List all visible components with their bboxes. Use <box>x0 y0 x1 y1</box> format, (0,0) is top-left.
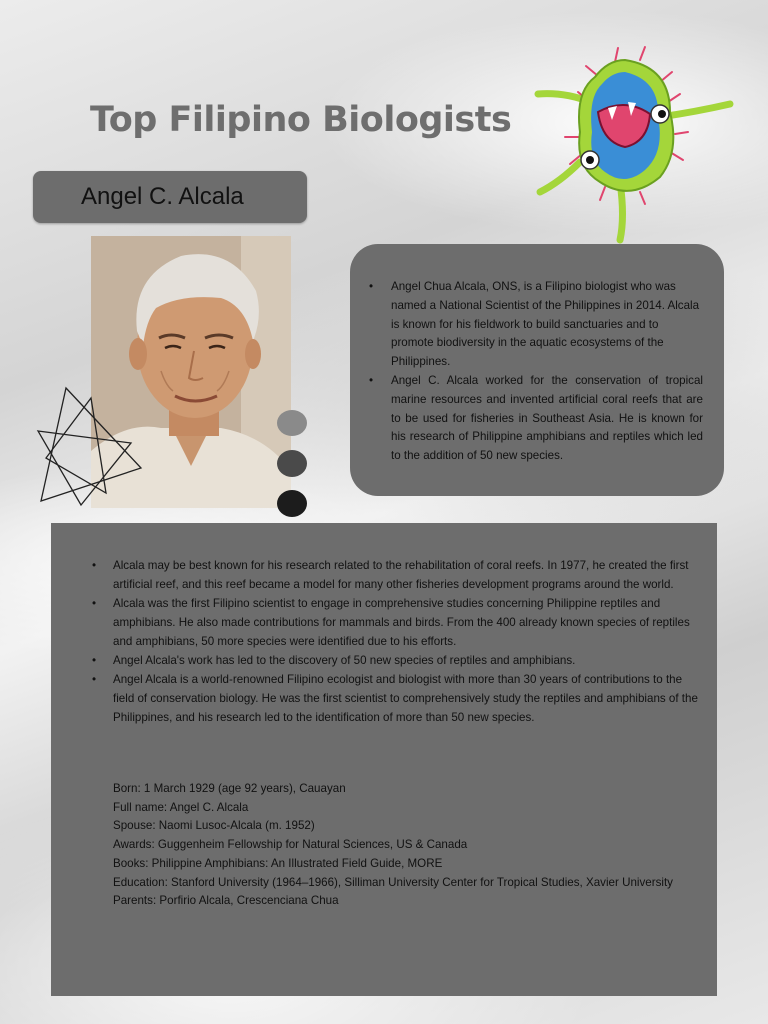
cartoon-germ-icon <box>520 42 740 247</box>
details-bullet: • Angel Alcala's work has led to the discovery of 50 new species of reptiles and amphibians. <box>90 651 700 670</box>
fact-education: Education: Stanford University (1964–1966), Silliman University Center for Tropical Studies, Xavier University <box>113 875 673 889</box>
details-box <box>51 523 717 996</box>
fact-full-name: Full name: Angel C. Alcala <box>113 800 249 814</box>
fact-parents: Parents: Porfirio Alcala, Crescenciana Chua <box>113 894 339 908</box>
biologist-name-banner <box>33 171 307 223</box>
summary-bullet: • Angel C. Alcala worked for the conservation of tropical marine resources and invented artificial coral reefs that are to be used for fisheries in Southeast Asia. He is known for his research of Philippine amphibians and reptiles which led to the addition of 50 new species. <box>367 372 703 466</box>
summary-list <box>367 278 703 466</box>
fact-books: Books: Philippine Amphibians: An Illustrated Field Guide, MORE <box>113 856 443 870</box>
page-title: Top Filipino Biologists <box>90 100 512 140</box>
details-list <box>90 556 700 727</box>
fact-awards: Awards: Guggenheim Fellowship for Natural Sciences, US & Canada <box>113 838 468 852</box>
details-bullet: • Alcala was the first Filipino scientist to engage in comprehensive studies concerning Philippine reptiles and amphibians. He also made contributions for mammals and birds. From the 400 already known species of reptiles and amphibians, 50 more species were identified due to his efforts. <box>90 594 700 651</box>
details-bullet: • Angel Alcala is a world-renowned Filipino ecologist and biologist with more than 30 years of contributions to the field of conservation biology. He was the first scientist to comprehensively study the reptiles and amphibians of the Philippines, and his research led to the identification of more than 50 new species. <box>90 670 700 727</box>
decor-dot-mid <box>277 450 307 477</box>
summary-box <box>350 244 724 496</box>
decor-dot-dark <box>277 490 307 517</box>
summary-bullet: • Angel Chua Alcala, ONS, is a Filipino biologist who was named a National Scientist of the Philippines in 2014. Alcala is known for his fieldwork to build sanctuaries and to promote biodiversity in the aquatic ecosystems of the Philippines. <box>367 278 703 372</box>
biologist-name: Angel C. Alcala <box>81 183 244 210</box>
details-bullet: • Alcala may be best known for his research related to the rehabilitation of coral reefs. In 1977, he created the first artificial reef, and this reef became a model for many other fisheries development programs around the world. <box>90 556 700 594</box>
decor-dot-light <box>277 410 307 436</box>
tangled-triangles-icon <box>36 383 146 508</box>
fact-born: Born: 1 March 1929 (age 92 years), Cauayan <box>113 782 346 795</box>
fact-spouse: Spouse: Naomi Lusoc-Alcala (m. 1952) <box>113 819 315 833</box>
bio-facts <box>113 780 713 911</box>
